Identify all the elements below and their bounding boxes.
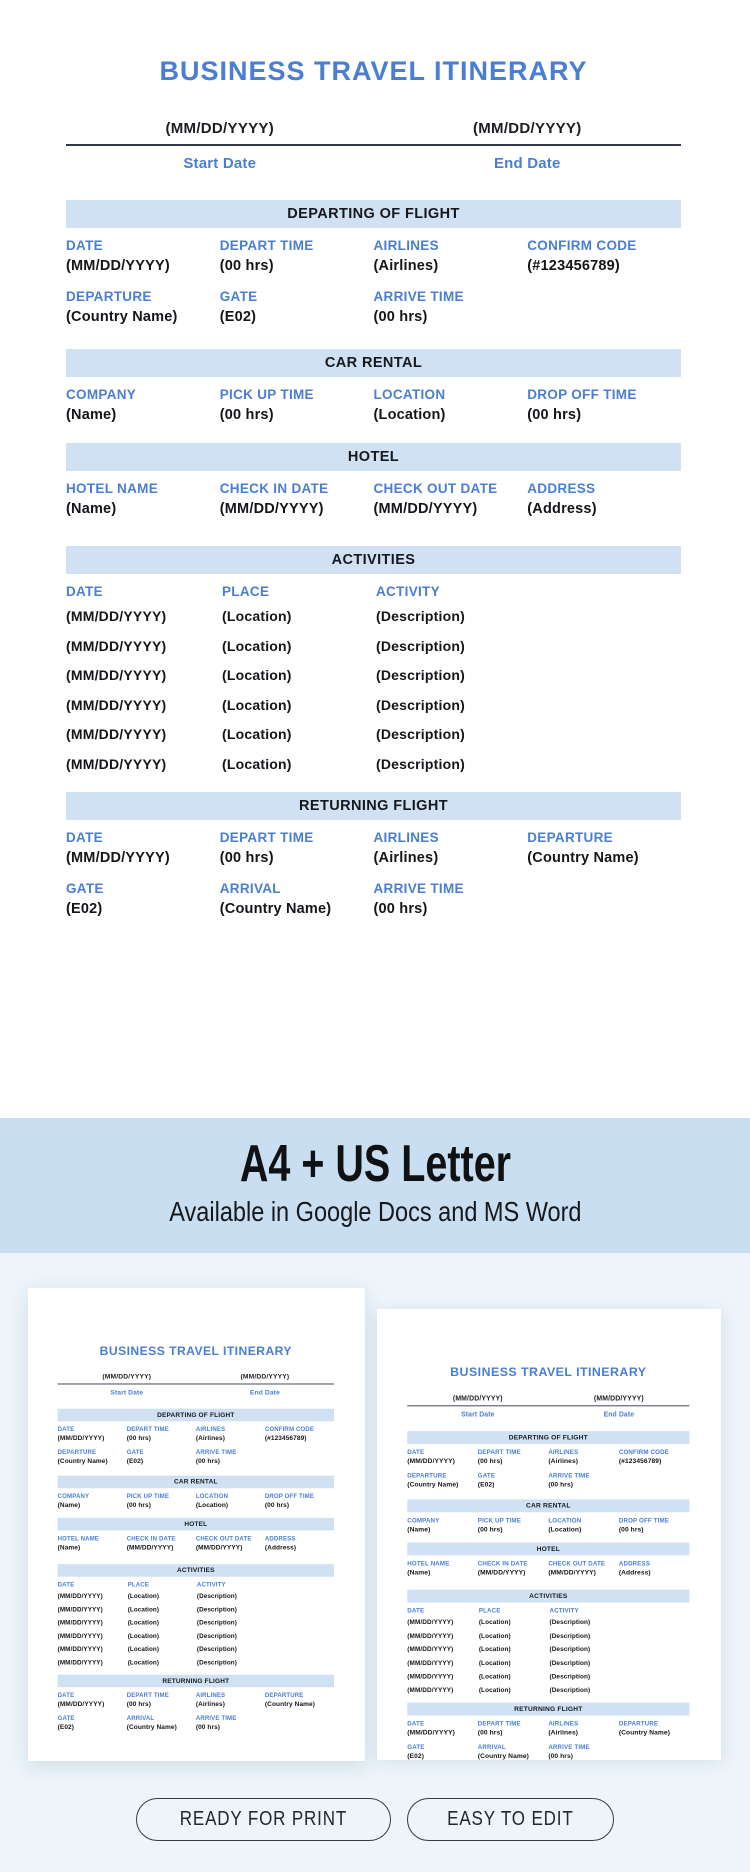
field-value: (MM/DD/YYYY)	[66, 258, 170, 274]
field-value: (00 hrs)	[477, 1729, 503, 1737]
field	[374, 238, 528, 274]
column-header: PLACE	[222, 584, 270, 599]
field-value: (00 hrs)	[373, 901, 428, 917]
field-value: (Airlines)	[373, 258, 439, 274]
field	[196, 1692, 265, 1708]
field	[127, 1449, 196, 1465]
field	[619, 1720, 690, 1737]
field	[407, 1720, 478, 1737]
field-value: (MM/DD/YYYY)	[407, 1457, 455, 1465]
field	[527, 387, 681, 423]
field	[196, 1535, 265, 1551]
field-value: (Airlines)	[548, 1457, 579, 1465]
page-title: BUSINESS TRAVEL ITINERARY	[99, 1344, 292, 1358]
field-value: (Country Name)	[527, 850, 639, 866]
field-value: (MM/DD/YYYY)	[548, 1569, 596, 1577]
activities-row: (MM/DD/YYYY) (Location) (Description)	[57, 1631, 237, 1639]
activities-row: (MM/DD/YYYY) (Location) (Description)	[57, 1645, 237, 1653]
field	[58, 1692, 127, 1708]
dates-divider	[407, 1405, 689, 1406]
field-label: GATE	[126, 1448, 144, 1456]
column-header: ACTIVITY	[376, 584, 440, 599]
field-label: CONFIRM CODE	[618, 1448, 670, 1456]
field-label: DEPART TIME	[126, 1691, 169, 1699]
section-header-bar: ACTIVITIES	[407, 1590, 689, 1603]
field-label: GATE	[407, 1743, 425, 1751]
field-label: AIRLINES	[373, 830, 439, 845]
field	[58, 1493, 127, 1509]
field-label: ARRIVE TIME	[373, 881, 464, 896]
section-header-bar: DEPARTING OF FLIGHT	[407, 1431, 689, 1444]
field	[407, 1517, 478, 1534]
thumbnail-a4-page	[28, 1288, 365, 1761]
activities-row: (MM/DD/YYYY) (Location) (Description)	[66, 608, 465, 624]
field	[478, 1517, 549, 1534]
section-car-rental	[407, 1499, 689, 1533]
section-departing-flight	[407, 1431, 689, 1488]
field	[220, 830, 374, 866]
field	[374, 387, 528, 423]
easy-to-edit-badge: EASY TO EDIT	[407, 1798, 614, 1841]
field-label: HOTEL NAME	[407, 1559, 450, 1567]
field	[407, 1448, 478, 1465]
field	[66, 238, 220, 274]
field	[66, 387, 220, 423]
field-label: ARRIVAL	[219, 881, 281, 896]
field-value: (MM/DD/YYYY)	[373, 501, 478, 517]
field	[196, 1493, 265, 1509]
field	[478, 1720, 549, 1737]
field	[407, 1743, 478, 1760]
field-label: DROP OFF TIME	[618, 1516, 670, 1524]
activities-row: (MM/DD/YYYY) (Location) (Description)	[407, 1685, 591, 1694]
field	[220, 481, 374, 517]
field-label: DEPART TIME	[477, 1720, 521, 1727]
column-header: DATE	[66, 584, 103, 599]
field-label: CONFIRM CODE	[264, 1425, 315, 1433]
field	[220, 238, 374, 274]
section-header-bar: CAR RENTAL	[58, 1476, 334, 1489]
field-value: (00 hrs)	[373, 309, 428, 325]
field-value: (MM/DD/YYYY)	[66, 850, 170, 866]
field-label: DATE	[57, 1691, 75, 1699]
field	[66, 830, 220, 866]
section-returning-flight	[58, 1675, 334, 1731]
field-label: DROP OFF TIME	[264, 1492, 315, 1500]
field	[527, 830, 681, 866]
field	[196, 1715, 265, 1731]
activities-row: (MM/DD/YYYY) (Location) (Description)	[57, 1618, 237, 1626]
activities-row: (MM/DD/YYYY) (Location) (Description)	[57, 1658, 237, 1666]
field-value: (Name)	[57, 1501, 81, 1509]
field	[548, 1743, 619, 1760]
field-value: (00 hrs)	[219, 850, 274, 866]
section-header-bar: RETURNING FLIGHT	[66, 792, 681, 820]
end-date-value: (MM/DD/YYYY)	[240, 1372, 290, 1381]
field	[66, 881, 220, 917]
section-returning-flight	[407, 1703, 689, 1760]
field-label: CHECK OUT DATE	[195, 1534, 252, 1542]
field-value: (Country Name)	[57, 1457, 108, 1465]
column-header: DATE	[407, 1607, 425, 1615]
activities-row: (MM/DD/YYYY) (Location) (Description)	[407, 1672, 591, 1680]
field-value: (Country Name)	[407, 1481, 459, 1489]
field-label: PICK UP TIME	[219, 387, 314, 402]
field-value: (Airlines)	[195, 1434, 225, 1442]
field-label: ADDRESS	[618, 1559, 651, 1567]
field	[127, 1426, 196, 1442]
section-header-bar: DEPARTING OF FLIGHT	[66, 200, 681, 228]
field	[548, 1517, 619, 1534]
section-header-bar: DEPARTING OF FLIGHT	[58, 1409, 334, 1422]
field-value: (Airlines)	[548, 1729, 579, 1737]
column-header: ACTIVITY	[196, 1581, 226, 1588]
section-hotel	[66, 443, 681, 517]
field-label: AIRLINES	[548, 1720, 579, 1727]
field	[478, 1472, 549, 1489]
field-value: (MM/DD/YYYY)	[407, 1729, 455, 1737]
start-date-value: (MM/DD/YYYY)	[102, 1372, 152, 1381]
field-value: (Address)	[264, 1543, 297, 1552]
field-label: DEPART TIME	[126, 1425, 169, 1433]
column-header: PLACE	[478, 1607, 501, 1615]
field-value: (00 hrs)	[618, 1526, 644, 1534]
field-value: (Country Name)	[477, 1752, 529, 1760]
field-value: (Address)	[618, 1569, 651, 1577]
field-value: (00 hrs)	[126, 1700, 151, 1708]
field-value: (MM/DD/YYYY)	[195, 1543, 243, 1552]
activities-row: (MM/DD/YYYY) (Location) (Description)	[57, 1605, 237, 1613]
section-header-bar: HOTEL	[58, 1518, 334, 1531]
field-value: (Location)	[195, 1501, 229, 1509]
field	[374, 881, 528, 917]
section-departing-flight	[58, 1409, 334, 1465]
field-value: (#123456789)	[264, 1434, 307, 1442]
activities-row: (MM/DD/YYYY) (Location) (Description)	[407, 1658, 591, 1667]
field-value: (00 hrs)	[477, 1526, 503, 1534]
field-label: HOTEL NAME	[57, 1534, 99, 1542]
field-value: (Country Name)	[219, 901, 332, 917]
field-value: (Location)	[548, 1526, 582, 1534]
start-date-label: Start Date	[110, 1388, 144, 1397]
template-preview-poster	[0, 56, 750, 1872]
field	[548, 1472, 619, 1489]
field-label: DEPARTURE	[407, 1471, 447, 1479]
section-header-bar: RETURNING FLIGHT	[58, 1675, 334, 1688]
field	[220, 289, 374, 325]
column-header: PLACE	[127, 1581, 149, 1588]
thumbnail-us-letter-page	[377, 1309, 721, 1760]
field-label: AIRLINES	[548, 1448, 579, 1456]
banner-subtitle: Available in Google Docs and MS Word	[168, 1196, 582, 1227]
field-value: (Name)	[57, 1543, 81, 1552]
field-value: (00 hrs)	[219, 407, 274, 423]
field	[265, 1535, 334, 1551]
field-label: PICK UP TIME	[477, 1516, 521, 1524]
field	[196, 1426, 265, 1442]
field-value: (00 hrs)	[548, 1481, 574, 1489]
field-value: (00 hrs)	[219, 258, 274, 274]
field-label: DROP OFF TIME	[527, 387, 637, 402]
section-header-bar: ACTIVITIES	[58, 1564, 334, 1577]
field-value: (Name)	[407, 1526, 431, 1534]
field-label: ARRIVAL	[477, 1743, 506, 1751]
field-label: DATE	[66, 238, 103, 253]
field	[527, 481, 681, 517]
activities-row: (MM/DD/YYYY) (Location) (Description)	[57, 1592, 237, 1600]
field-value: (E02)	[126, 1457, 144, 1465]
field	[548, 1560, 619, 1577]
field-label: GATE	[57, 1714, 75, 1722]
field	[407, 1472, 478, 1489]
field-value: (MM/DD/YYYY)	[126, 1543, 174, 1552]
start-date-label: Start Date	[183, 155, 257, 172]
field-label: DATE	[407, 1720, 425, 1727]
field-label: CHECK IN DATE	[126, 1534, 176, 1542]
field-value: (Name)	[66, 407, 117, 423]
field-value: (00 hrs)	[264, 1501, 290, 1509]
format-banner	[0, 1118, 750, 1253]
field-value: (Airlines)	[195, 1700, 225, 1708]
field-label: COMPANY	[407, 1516, 440, 1524]
field-label: GATE	[66, 881, 104, 896]
field	[265, 1493, 334, 1509]
field	[196, 1449, 265, 1465]
field-label: AIRLINES	[195, 1691, 226, 1699]
field-value: (Country Name)	[66, 309, 178, 325]
section-activities	[58, 1564, 334, 1667]
column-header: DATE	[57, 1581, 75, 1588]
field-label: CHECK OUT DATE	[373, 481, 498, 496]
field-label: GATE	[219, 289, 258, 304]
field	[374, 289, 528, 325]
activities-row: (MM/DD/YYYY) (Location) (Description)	[407, 1631, 591, 1640]
field-label: DEPART TIME	[219, 238, 314, 253]
field-label: LOCATION	[195, 1492, 229, 1500]
field-value: (00 hrs)	[126, 1501, 151, 1509]
activities-row: (MM/DD/YYYY) (Location) (Description)	[66, 637, 465, 654]
field-label: AIRLINES	[195, 1425, 226, 1433]
field-label: DEPARTURE	[618, 1720, 659, 1727]
activities-row: (MM/DD/YYYY) (Location) (Description)	[66, 696, 465, 713]
page-title: BUSINESS TRAVEL ITINERARY	[159, 56, 588, 86]
field-label: GATE	[477, 1471, 496, 1479]
field-label: COMPANY	[57, 1492, 90, 1500]
section-departing-flight	[66, 200, 681, 325]
field-value: (E02)	[219, 309, 257, 325]
field-value: (00 hrs)	[195, 1457, 221, 1465]
start-date-value: (MM/DD/YYYY)	[165, 120, 275, 137]
field-value: (E02)	[407, 1752, 425, 1760]
trip-dates	[58, 1373, 334, 1396]
field-value: (00 hrs)	[527, 407, 582, 423]
activities-row: (MM/DD/YYYY) (Location) (Description)	[66, 667, 465, 683]
field-label: ADDRESS	[264, 1534, 296, 1542]
field	[127, 1535, 196, 1551]
field-label: CHECK OUT DATE	[548, 1559, 606, 1567]
trip-dates	[66, 120, 681, 172]
dates-divider	[58, 1384, 334, 1385]
section-header-bar: HOTEL	[66, 443, 681, 471]
preview-area	[0, 1253, 750, 1872]
field	[58, 1535, 127, 1551]
field	[127, 1715, 196, 1731]
end-date-value: (MM/DD/YYYY)	[593, 1394, 644, 1403]
field	[66, 481, 220, 517]
field-value: (Airlines)	[373, 850, 439, 866]
section-hotel	[407, 1543, 689, 1577]
field	[127, 1692, 196, 1708]
field-value: (Country Name)	[618, 1729, 671, 1737]
activities-row: (MM/DD/YYYY) (Location) (Description)	[66, 755, 465, 772]
page-title: BUSINESS TRAVEL ITINERARY	[450, 1365, 647, 1379]
field-value: (00 hrs)	[195, 1723, 221, 1731]
field-label: DEPART TIME	[219, 830, 314, 845]
section-activities	[66, 546, 681, 776]
field	[220, 387, 374, 423]
trip-dates	[407, 1394, 689, 1418]
field-value: (Name)	[407, 1569, 431, 1577]
section-returning-flight	[66, 792, 681, 917]
field-value: (MM/DD/YYYY)	[219, 501, 324, 517]
field-label: ARRIVE TIME	[195, 1714, 237, 1722]
field	[527, 238, 681, 274]
field	[619, 1560, 690, 1577]
field	[58, 1426, 127, 1442]
field-value: (MM/DD/YYYY)	[477, 1569, 526, 1577]
field-value: (Name)	[66, 501, 117, 517]
field-value: (Location)	[373, 407, 446, 423]
field-label: ADDRESS	[527, 481, 596, 496]
field-value: (MM/DD/YYYY)	[57, 1700, 105, 1708]
field	[265, 1692, 334, 1708]
activities-row: (MM/DD/YYYY) (Location) (Description)	[407, 1645, 591, 1653]
field-value: (Address)	[527, 501, 597, 517]
field-value: (00 hrs)	[477, 1457, 503, 1465]
field-value: (E02)	[66, 901, 103, 917]
field	[619, 1448, 690, 1465]
field-label: CHECK IN DATE	[477, 1559, 528, 1567]
field	[58, 1715, 127, 1731]
field-value: (Country Name)	[264, 1700, 316, 1708]
field-label: PICK UP TIME	[126, 1492, 170, 1500]
field	[374, 830, 528, 866]
itinerary-document	[0, 56, 750, 917]
section-header-bar: ACTIVITIES	[66, 546, 681, 574]
field-value: (MM/DD/YYYY)	[57, 1434, 105, 1442]
field-label: DEPARTURE	[57, 1448, 97, 1456]
field	[548, 1448, 619, 1465]
field	[127, 1493, 196, 1509]
field-value: (00 hrs)	[548, 1752, 574, 1760]
feature-badges	[0, 1798, 750, 1841]
field	[478, 1560, 549, 1577]
banner-title: A4 + US Letter	[239, 1135, 511, 1193]
start-date-value: (MM/DD/YYYY)	[452, 1394, 503, 1403]
field-value: (#123456789)	[618, 1457, 662, 1465]
start-date-label: Start Date	[461, 1410, 495, 1419]
field-label: ARRIVE TIME	[548, 1743, 590, 1751]
field	[66, 289, 220, 325]
section-header-bar: CAR RENTAL	[407, 1499, 689, 1512]
field-value: (Country Name)	[126, 1723, 177, 1731]
field-label: DATE	[57, 1425, 75, 1433]
end-date-value: (MM/DD/YYYY)	[472, 120, 582, 137]
field-label: DATE	[66, 830, 103, 845]
field-value: (00 hrs)	[126, 1434, 151, 1442]
field-label: ARRIVE TIME	[373, 289, 464, 304]
section-car-rental	[66, 349, 681, 423]
field-label: ARRIVE TIME	[548, 1471, 590, 1479]
end-date-label: End Date	[603, 1410, 635, 1419]
field	[548, 1720, 619, 1737]
section-car-rental	[58, 1476, 334, 1509]
field-label: DEPARTURE	[527, 830, 613, 845]
field-label: CHECK IN DATE	[219, 481, 329, 496]
field-value: (E02)	[477, 1481, 495, 1489]
field	[265, 1426, 334, 1442]
section-activities	[407, 1590, 689, 1696]
activities-row: (MM/DD/YYYY) (Location) (Description)	[407, 1618, 591, 1626]
field	[374, 481, 528, 517]
field-value: (#123456789)	[527, 258, 620, 274]
field-label: HOTEL NAME	[66, 481, 159, 496]
section-header-bar: RETURNING FLIGHT	[407, 1703, 689, 1716]
section-header-bar: CAR RENTAL	[66, 349, 681, 377]
field-label: ARRIVE TIME	[195, 1448, 237, 1456]
field	[407, 1560, 478, 1577]
activities-row: (MM/DD/YYYY) (Location) (Description)	[66, 726, 465, 742]
field-label: LOCATION	[548, 1516, 582, 1524]
field	[478, 1448, 549, 1465]
end-date-label: End Date	[493, 155, 561, 172]
field	[58, 1449, 127, 1465]
field-label: DATE	[407, 1448, 425, 1456]
section-hotel	[58, 1518, 334, 1551]
field-label: LOCATION	[373, 387, 446, 402]
field-label: CONFIRM CODE	[527, 238, 637, 253]
field-label: ARRIVAL	[126, 1714, 155, 1722]
field-label: DEPARTURE	[66, 289, 152, 304]
column-header: ACTIVITY	[549, 1607, 579, 1615]
field-label: DEPARTURE	[264, 1691, 304, 1699]
field-value: (E02)	[57, 1723, 75, 1731]
section-header-bar: HOTEL	[407, 1543, 689, 1556]
dates-divider	[66, 144, 681, 146]
field	[478, 1743, 549, 1760]
field-label: AIRLINES	[373, 238, 439, 253]
ready-for-print-badge: READY FOR PRINT	[136, 1798, 391, 1841]
field	[220, 881, 374, 917]
field	[619, 1517, 690, 1534]
field-label: COMPANY	[66, 387, 137, 402]
end-date-label: End Date	[249, 1388, 280, 1397]
field-label: DEPART TIME	[477, 1448, 521, 1456]
